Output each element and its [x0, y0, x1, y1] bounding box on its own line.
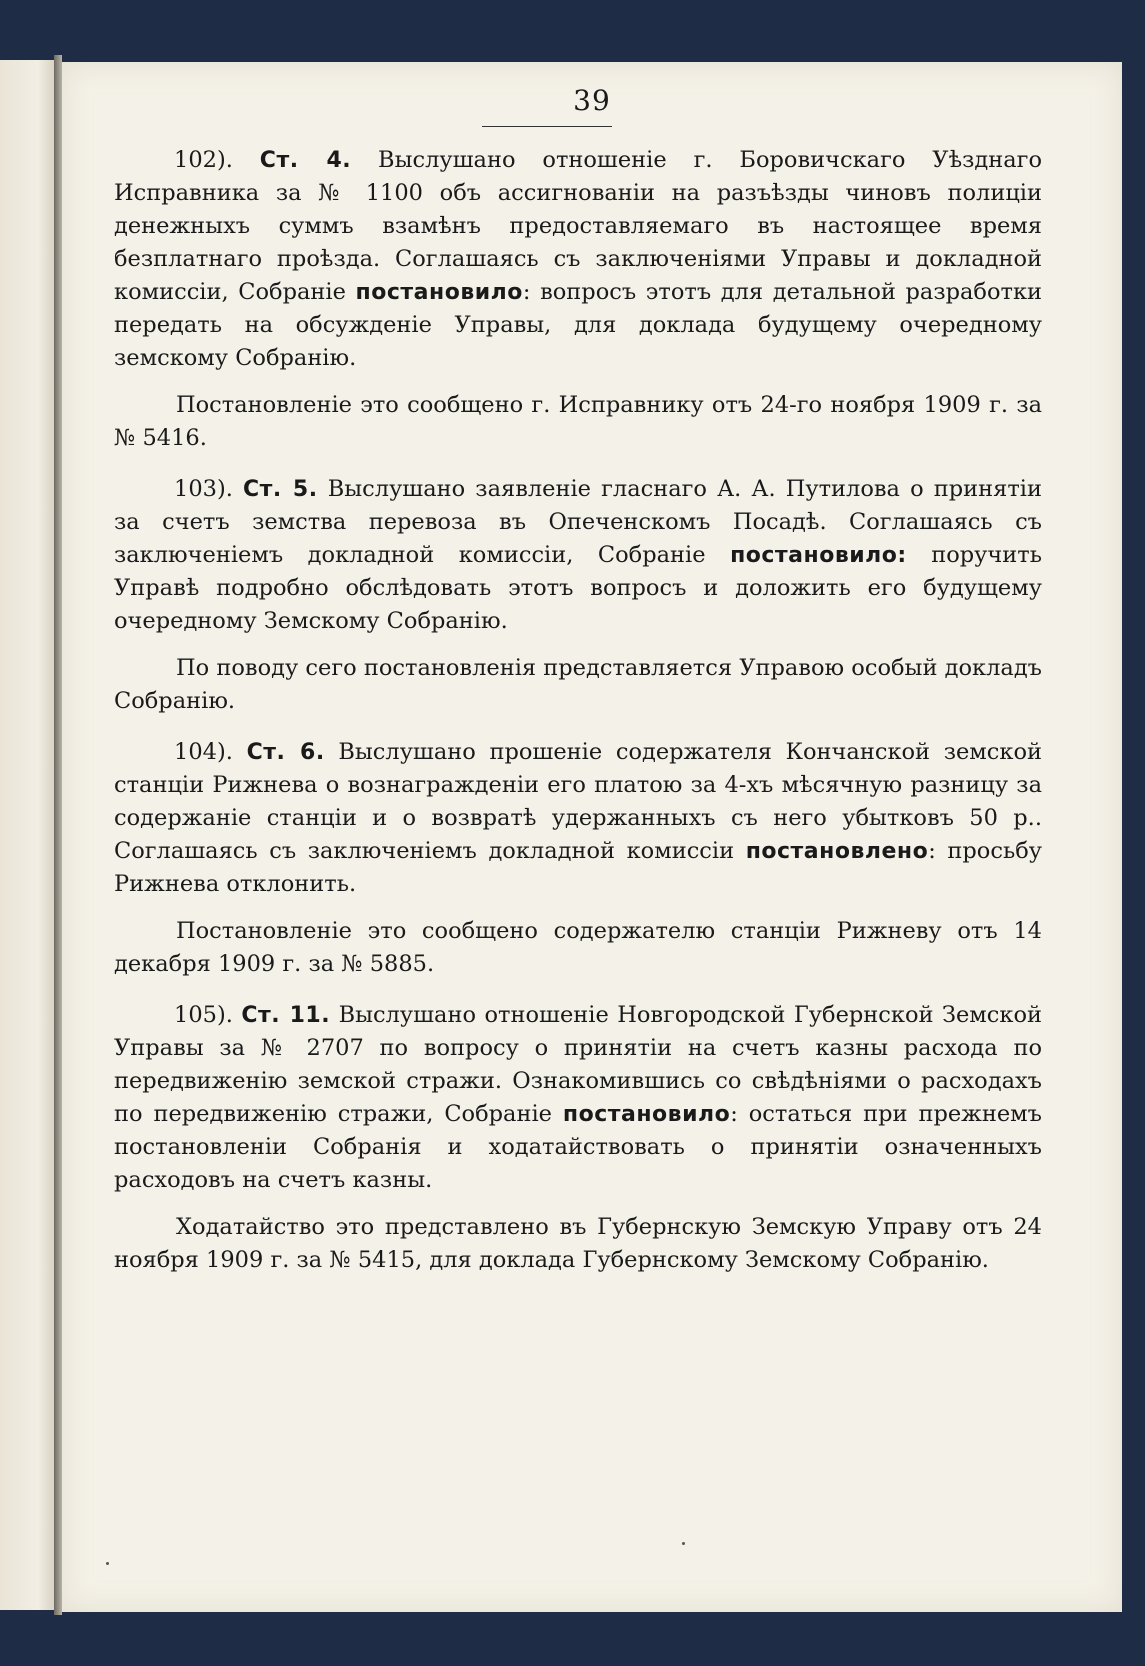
item-102 — [114, 144, 1042, 375]
article-ref: Ст. 4. — [259, 148, 352, 173]
item-text: Выслушано отношеніе г. Боровичскаго Уѣзднаго Исправника за № 1100 объ ассигнованіи на разъѣзды чиновъ полиціи денежныхъ суммъ взамѣнъ предоставляемаго въ настоящее время безплатнаго проѣзда. Соглашаясь съ заключеніями Управы и докладной комиссіи, Собраніе — [114, 147, 1043, 305]
note-103: По поводу сего постановленія представляется Управою особый докладъ Собранію. — [114, 655, 1042, 714]
item-number: 103). — [174, 476, 233, 502]
item-103 — [114, 473, 1042, 638]
item-text-continued: : просьбу Рижнева отклонить. — [114, 838, 1042, 897]
resolution-keyword: постановило — [355, 280, 523, 305]
note-105: Ходатайство это представлено въ Губернскую Земскую Управу отъ 24 ноября 1909 г. за № 5415, для доклада Губернскому Земскому Собранію. — [114, 1214, 1042, 1273]
item-text: Выслушано заявленіе гласнаго А. А. Путилова о принятіи за счетъ земства перевоза въ Опеченскомъ Посадѣ. Соглашаясь съ заключеніемъ докладной комиссіи, Собраніе — [114, 476, 1042, 568]
item-number: 105). — [174, 1002, 233, 1028]
resolution-keyword: постановило — [562, 1102, 731, 1127]
resolution-keyword: постановлено — [745, 839, 929, 864]
article-ref: Ст. 6. — [246, 740, 325, 765]
article-ref: Ст. 5. — [243, 477, 318, 502]
print-speck — [682, 1542, 685, 1545]
page-body — [114, 144, 1042, 1277]
item-104 — [114, 736, 1042, 901]
item-text: Выслушано прошеніе содержателя Кончанской земской станціи Рижнева о вознагражденіи его платою за 4-хъ мѣсячную разницу за содержаніе станціи и о возвратѣ удержанныхъ съ него убытковъ 50 р.. Соглашаясь съ заключеніемъ докладной комиссіи — [114, 739, 1043, 864]
item-text: Выслушано отношеніе Новгородской Губернской Земской Управы за № 2707 по вопросу о принятіи на счетъ казны расхода по передвиженію земской стражи. Ознакомившись со свѣдѣніями о расходахъ по передвиженію стражи, Собраніе — [114, 1002, 1043, 1127]
item-text-continued: поручить Управѣ подробно обслѣдовать этотъ вопросъ и доложить его будущему очередному Земскому Собранію. — [114, 542, 1042, 634]
item-105 — [114, 999, 1042, 1197]
note-104: Постановленіе это сообщено содержателю станціи Рижневу отъ 14 декабря 1909 г. за № 5885. — [114, 918, 1042, 977]
item-text-continued: : вопросъ этотъ для детальной разработки передать на обсужденіе Управы, для доклада будущему очередному земскому Собранію. — [114, 279, 1043, 371]
print-speck — [106, 1562, 109, 1565]
item-text-continued: : остаться при прежнемъ постановленіи Собранія и ходатайствовать о принятіи означенныхъ расходовъ на счетъ казны. — [114, 1101, 1042, 1193]
previous-page-edge — [0, 60, 54, 1610]
page-number-rule — [482, 126, 612, 127]
note-102: Постановленіе это сообщено г. Исправнику отъ 24-го ноября 1909 г. за № 5416. — [114, 392, 1042, 451]
article-ref: Ст. 11. — [241, 1003, 331, 1028]
book-gutter — [54, 55, 62, 1615]
item-number: 102). — [174, 147, 233, 173]
document-page — [62, 62, 1122, 1612]
page-number: 39 — [573, 84, 611, 117]
resolution-keyword: постановило: — [730, 543, 907, 568]
item-number: 104). — [174, 739, 233, 765]
